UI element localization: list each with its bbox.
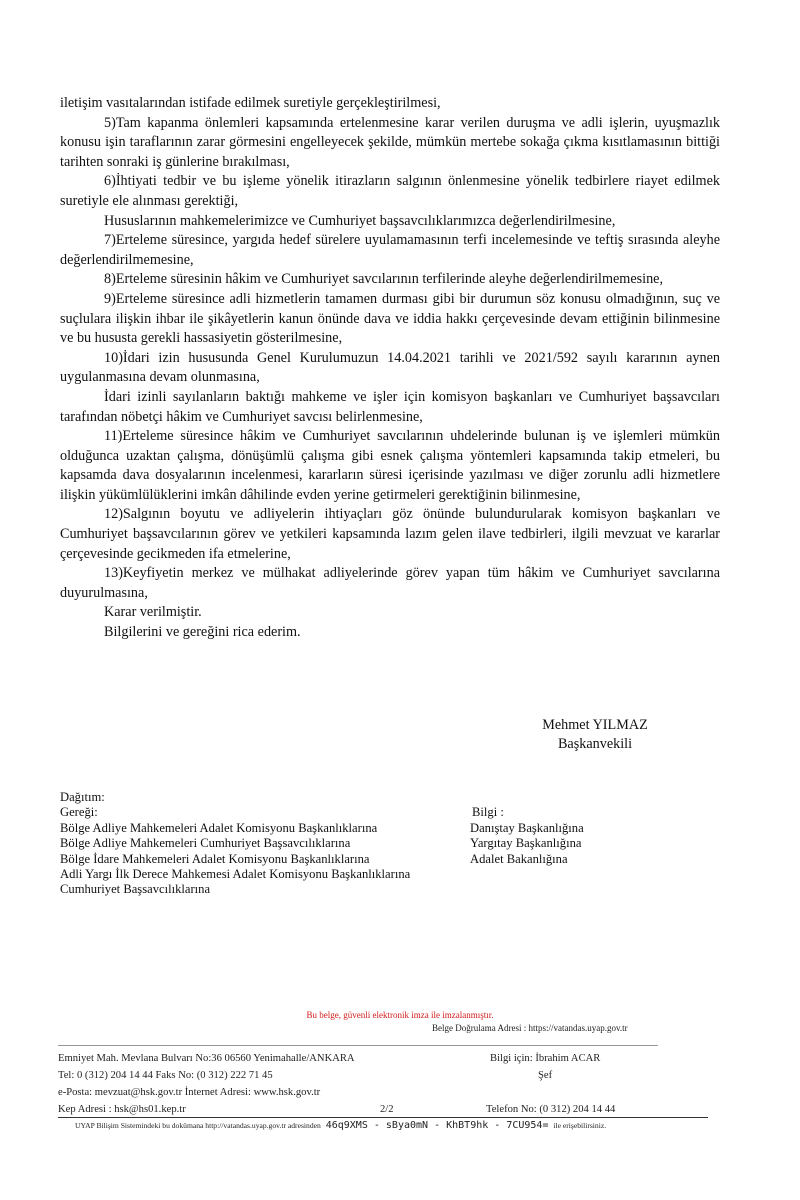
- footer-email-web: e-Posta: mevzuat@hsk.gov.tr İnternet Adresi: www.hsk.gov.tr: [58, 1087, 321, 1098]
- body-paragraph: 10)İdari izin hususunda Genel Kurulumuzun 14.04.2021 tarihli ve 2021/592 sayılı kararının aynen uygulanmasına devam olunmasına,: [60, 349, 720, 386]
- kep-address: Kep Adresi : hsk@hs01.kep.tr: [58, 1104, 186, 1115]
- body-paragraph: 12)Salgının boyutu ve adliyelerin ihtiyaçları göz önünde bulundurularak komisyon başkanları ve Cumhuriyet başsavcılarının görev ve yetkileri kapsamında lazım gelen ilave tedbirleri, ilgili mevzuat ve kararlar çerçevesinde gecikmeden ifa etmelerine,: [60, 506, 720, 562]
- distribution-title: Dağıtım:: [60, 790, 105, 804]
- body-paragraph: Karar verilmiştir.: [104, 604, 202, 621]
- distribution-gereği: [60, 805, 480, 897]
- page-number: 2/2: [380, 1104, 394, 1115]
- uyap-prefix: UYAP Bilişim Sistemindeki bu dokümana http://vatandas.uyap.gov.tr adresinden: [75, 1121, 321, 1130]
- signature-block: [520, 716, 670, 754]
- bilgi-item: Yargıtay Başkanlığına: [470, 836, 582, 851]
- body-paragraph: 9)Erteleme süresince adli hizmetlerin tamamen durması gibi bir durumun söz konusu olmadığının, suç ve suçlulara ilişkin ihbar ile şikâyetlerin kanun önünde dava ve iddia hakkı çerçevesinde devam ettiğinin bilinmesine ve bu hususta gerekli hassasiyetin gösterilmesine,: [60, 290, 720, 347]
- footer-contact: [58, 1050, 355, 1101]
- gereği-item: Bölge Adliye Mahkemeleri Cumhuriyet Başsavcılıklarına: [60, 836, 351, 851]
- footer-contact-person: [490, 1050, 600, 1084]
- gereği-label: Gereği:: [60, 805, 98, 820]
- esign-notice: Bu belge, güvenli elektronik imza ile imzalanmıştır.: [306, 1010, 494, 1020]
- body-paragraph: 6)İhtiyati tedbir ve bu işleme yönelik itirazların salgının önlenmesine yönelik tedbirlere riayet edilmek suretiyle ele alınması gerektiği,: [60, 173, 720, 209]
- body-paragraph: 7)Erteleme süresince, yargıda hedef sürelere uyulamamasının terfi incelemesinde ve teftiş sırasında aleyhe değerlendirilmemesine,: [60, 232, 720, 268]
- uyap-code: 46q9XMS - sBya0mN - KhBT9hk - 7CU954=: [325, 1120, 549, 1131]
- gereği-item: Cumhuriyet Başsavcılıklarına: [60, 882, 211, 897]
- gereği-item: Bölge İdare Mahkemeleri Adalet Komisyonu Başkanlıklarına: [60, 851, 370, 866]
- bilgi-label: Bilgi :: [472, 805, 504, 820]
- distribution-bilgi: [470, 805, 670, 867]
- bilgi-item: Danıştay Başkanlığına: [470, 820, 584, 835]
- uyap-suffix: ile erişebilirsiniz.: [553, 1121, 607, 1130]
- body-paragraph: İdari izinli sayılanların baktığı mahkeme ve işler için komisyon başkanları ve Cumhuriyet başsavcıları tarafından nöbetçi hâkim ve Cumhuriyet savcısı belirlenmesine,: [60, 388, 720, 425]
- gereği-item: Bölge Adliye Mahkemeleri Adalet Komisyonu Başkanlıklarına: [60, 820, 378, 835]
- bilgi-item: Adalet Bakanlığına: [470, 851, 568, 866]
- gereği-item: Adli Yargı İlk Derece Mahkemesi Adalet Komisyonu Başkanlıklarına: [60, 867, 411, 882]
- document-body: [60, 94, 720, 643]
- footer-phone: Telefon No: (0 312) 204 14 44: [486, 1104, 616, 1115]
- body-paragraph: Bilgilerini ve gereğini rica ederim.: [104, 624, 301, 641]
- footer-address: Emniyet Mah. Mevlana Bulvarı No:36 06560 Yenimahalle/ANKARA: [58, 1053, 355, 1064]
- uyap-line: [75, 1120, 606, 1131]
- body-paragraph: 13)Keyfiyetin merkez ve mülhakat adliyelerinde görev yapan tüm hâkim ve Cumhuriyet savcılarına duyurulmasına,: [60, 565, 720, 601]
- body-paragraph: 11)Erteleme süresince hâkim ve Cumhuriyet savcılarının uhdelerinde bulunan iş ve işlemleri mümkün olduğunca uzaktan çalışma, dönüşümlü çalışma gibi esnek çalışma yöntemleri kapsamında takip etmeleri, bu kapsamda dava dosyalarının incelenmesi, kararların süresi içerisinde yazılması ve diğer zorunlu adli hizmetlere ilişkin yükümlülüklerini imkân dâhilinde evden yerine getirmeleri gerektiğinin bilinmesine,: [60, 428, 720, 503]
- signatory-name: Mehmet YILMAZ: [542, 717, 648, 733]
- body-paragraph: 5)Tam kapanma önlemleri kapsamında ertelenmesine karar verilen duruşma ve adli işlerin, uyuşmazlık konusu işin taraflarının zarar görmesini engelleyecek şekilde, mümkün mertebe sokağa çıkma kısıtlamasının bittiği tarihten sonraki iş günlerine bırakılması,: [60, 114, 720, 170]
- body-paragraph: iletişim vasıtalarından istifade edilmek suretiyle gerçekleştirilmesi,: [60, 95, 441, 111]
- contact-label: Bilgi için: İbrahim ACAR: [490, 1053, 601, 1064]
- contact-role: Şef: [538, 1070, 553, 1081]
- body-paragraph: 8)Erteleme süresinin hâkim ve Cumhuriyet savcılarının terfilerinde aleyhe değerlendirilmemesine,: [104, 271, 664, 288]
- signatory-title: Başkanvekili: [557, 736, 633, 752]
- verify-address: Belge Doğrulama Adresi : https://vatandas.uyap.gov.tr: [432, 1023, 628, 1033]
- footer-divider: [58, 1045, 658, 1046]
- footer-phone-fax: Tel: 0 (312) 204 14 44 Faks No: (0 312) 222 71 45: [58, 1070, 273, 1081]
- footer-bottom-divider: [58, 1117, 708, 1118]
- body-paragraph: Hususlarının mahkemelerimizce ve Cumhuriyet başsavcılıklarımızca değerlendirilmesine,: [104, 212, 616, 229]
